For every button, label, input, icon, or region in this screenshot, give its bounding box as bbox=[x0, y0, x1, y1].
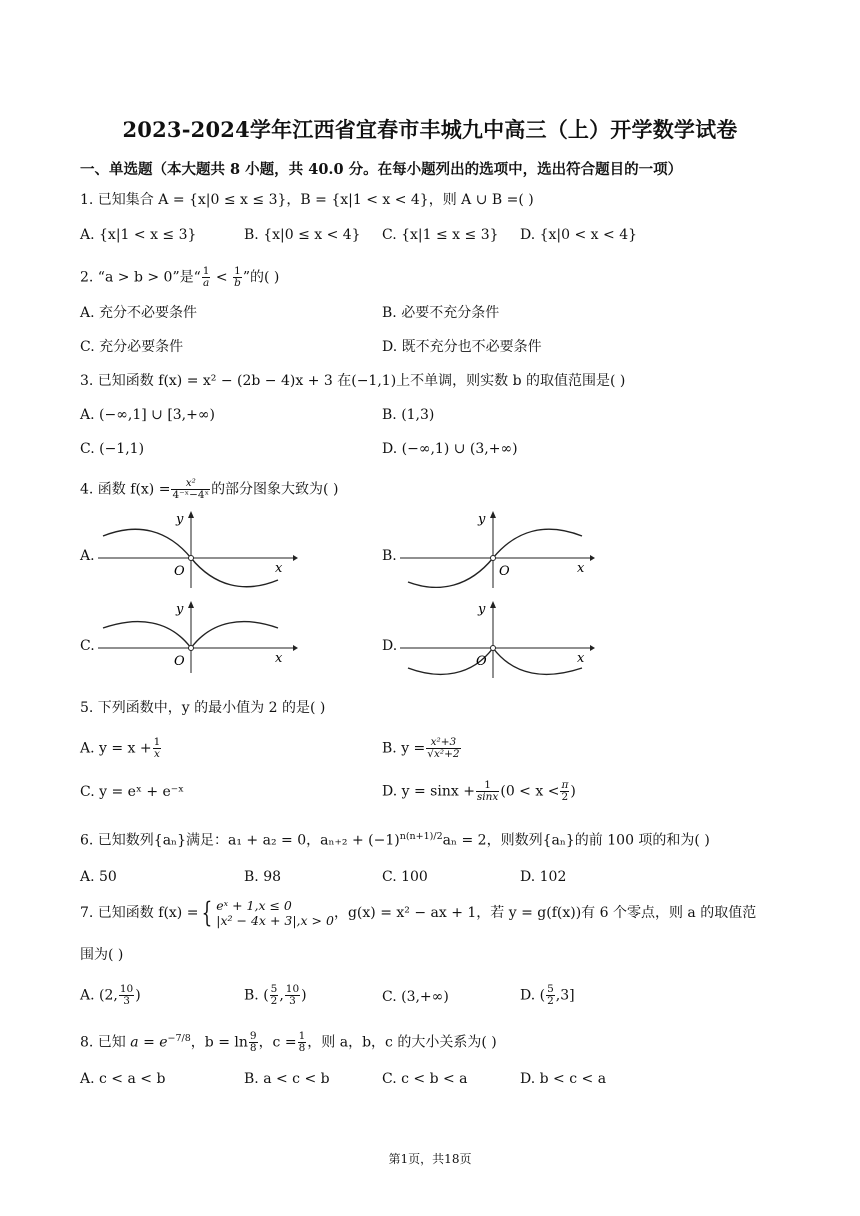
q5-b-num: x²+3 bbox=[426, 737, 460, 749]
q5-d-den-2: 2 bbox=[561, 791, 569, 803]
question-7-option-d bbox=[520, 984, 575, 1007]
question-4-stem bbox=[80, 478, 338, 501]
q5-d-num: 1 bbox=[476, 780, 499, 792]
question-5-option-c: C. y = eˣ + e⁻ˣ bbox=[80, 784, 185, 800]
question-3-option-d: D. (−∞,1) ∪ (3,+∞) bbox=[382, 441, 518, 457]
q8-a-part: a = e bbox=[130, 1034, 168, 1051]
question-6-option-a: A. 50 bbox=[80, 869, 117, 885]
q6-mid2: aₙ = 2，则数列{aₙ}的前 100 项的和为( ) bbox=[442, 832, 710, 849]
graph-option-a bbox=[98, 508, 298, 588]
question-1-stem: 1. 已知集合 A = {x|0 ≤ x ≤ 3}，B = {x|1 < x < 4}，则 A ∪ B =( ) bbox=[80, 192, 534, 208]
q8-post: ，则 a，b，c 的大小关系为( ) bbox=[307, 1034, 497, 1051]
section-heading: 一、单选题（本大题共 8 小题，共 40.0 分。在每小题列出的选项中，选出符合题目的一项） bbox=[80, 161, 683, 178]
graph-c-y-label: y bbox=[176, 602, 184, 617]
q6-mid: aₙ₊₂ + (−1) bbox=[320, 832, 400, 849]
page-footer: 第1页，共18页 bbox=[388, 1152, 472, 1166]
question-2-option-d: D. 既不充分也不必要条件 bbox=[382, 339, 542, 355]
question-5-option-b bbox=[382, 737, 462, 760]
q5-d-num-2: π bbox=[561, 779, 569, 791]
q8-b-num: 9 bbox=[249, 1030, 257, 1043]
question-5-option-d bbox=[382, 780, 576, 803]
q7-case-2: |x² − 4x + 3|,x > 0 bbox=[216, 913, 334, 928]
q8-a-exponent: −7/8 bbox=[167, 1033, 191, 1044]
q5-d-den: sinx bbox=[476, 791, 499, 803]
question-2-option-a: A. 充分不必要条件 bbox=[80, 305, 198, 321]
graph-a-y-label: y bbox=[176, 512, 184, 527]
q7-a-pre: A. (2, bbox=[80, 987, 118, 1004]
q2-frac-1-den: a bbox=[202, 277, 210, 289]
q7-cases bbox=[216, 898, 334, 928]
q7-b-pre: B. ( bbox=[244, 987, 269, 1004]
question-1-option-d: D. {x|0 < x < 4} bbox=[520, 227, 638, 243]
q5-d-frac bbox=[476, 780, 499, 803]
graph-d-x-label: x bbox=[577, 651, 585, 666]
q4-frac-num: x² bbox=[171, 478, 210, 490]
question-3-option-c: C. (−1,1) bbox=[80, 441, 145, 457]
question-4-option-c: C. bbox=[80, 638, 95, 654]
q2-frac-2-num: 1 bbox=[234, 265, 241, 277]
q2-post: ”的( ) bbox=[242, 269, 280, 286]
q7-b-frac bbox=[270, 984, 279, 1007]
graph-c-x-label: x bbox=[275, 651, 283, 666]
graph-b-x-label: x bbox=[577, 561, 585, 576]
q7-a-post: ) bbox=[135, 987, 141, 1004]
q7-b-post: ) bbox=[301, 987, 307, 1004]
q5-d-frac-2 bbox=[560, 780, 569, 803]
q4-frac bbox=[171, 478, 210, 501]
graph-a-x-label: x bbox=[275, 561, 283, 576]
q2-frac-1-num: 1 bbox=[202, 265, 210, 277]
q7-d-pre: D. ( bbox=[520, 987, 546, 1004]
question-7-option-c: C. (3,+∞) bbox=[382, 989, 449, 1005]
q7-post: ，g(x) = x² − ax + 1，若 y = g(f(x))有 6 个零点，则 a 的取值范 bbox=[333, 905, 757, 921]
question-8-option-b: B. a < c < b bbox=[244, 1071, 330, 1087]
graph-a-origin-label: O bbox=[174, 564, 185, 579]
question-8-option-d: D. b < c < a bbox=[520, 1071, 607, 1087]
q6-pre: 6. 已知数列{aₙ}满足：a₁ + a₂ = 0， bbox=[80, 832, 321, 849]
question-6-option-d: D. 102 bbox=[520, 869, 567, 885]
q7-d-post: ,3] bbox=[555, 987, 575, 1004]
q8-c-num: 1 bbox=[298, 1030, 306, 1043]
q8-b-frac bbox=[249, 1031, 258, 1054]
question-3-option-b: B. (1,3) bbox=[382, 407, 435, 423]
question-3-option-a: A. (−∞,1] ∪ [3,+∞) bbox=[80, 407, 215, 423]
question-1-option-b: B. {x|0 ≤ x < 4} bbox=[244, 227, 361, 243]
question-8-option-a: A. c < a < b bbox=[80, 1071, 166, 1087]
question-4-option-b: B. bbox=[382, 548, 397, 564]
graph-b-origin-label: O bbox=[499, 564, 510, 579]
q7-a-num: 10 bbox=[119, 983, 134, 995]
question-6-stem bbox=[80, 828, 710, 850]
q2-frac-2 bbox=[233, 266, 242, 289]
q4-pre: 4. 函数 f(x) = bbox=[80, 481, 171, 498]
q4-post: 的部分图象大致为( ) bbox=[211, 481, 339, 498]
graph-option-d bbox=[400, 598, 595, 678]
question-3-stem: 3. 已知函数 f(x) = x² − (2b − 4)x + 3 在(−1,1)上不单调，则实数 b 的取值范围是( ) bbox=[80, 373, 626, 389]
q5-b-frac bbox=[426, 737, 460, 760]
question-6-option-b: B. 98 bbox=[244, 869, 282, 885]
q2-frac-2-den: b bbox=[234, 277, 241, 289]
q2-pre: 2. “a > b > 0”是“ bbox=[80, 269, 201, 286]
q5-d-pre: D. y = sinx + bbox=[382, 783, 475, 800]
q7-d-frac bbox=[546, 984, 555, 1007]
q5-b-pre: B. y = bbox=[382, 740, 426, 757]
q2-lt: < bbox=[211, 269, 233, 286]
q7-b-num-2: 10 bbox=[285, 983, 300, 995]
q7-a-den: 3 bbox=[123, 995, 130, 1007]
q8-c-frac bbox=[298, 1031, 307, 1054]
question-7-option-a bbox=[80, 984, 141, 1007]
question-7-stem bbox=[80, 898, 756, 928]
question-1-option-a: A. {x|1 < x ≤ 3} bbox=[80, 227, 197, 243]
question-1-option-c: C. {x|1 ≤ x ≤ 3} bbox=[382, 227, 499, 243]
graph-option-b bbox=[400, 508, 595, 588]
q5-a-den: x bbox=[154, 748, 160, 760]
graph-d-origin-label: O bbox=[476, 654, 487, 669]
q8-b-pre: ，b = ln bbox=[190, 1034, 248, 1051]
q2-frac-1 bbox=[202, 266, 211, 289]
question-6-option-c: C. 100 bbox=[382, 869, 428, 885]
q7-d-den: 2 bbox=[547, 995, 554, 1007]
question-7-option-b bbox=[244, 984, 307, 1007]
graph-c-origin-label: O bbox=[174, 654, 185, 669]
q5-d-post: ) bbox=[570, 783, 576, 800]
graph-b-y-label: y bbox=[478, 512, 486, 527]
q7-b-den: 2 bbox=[270, 995, 278, 1007]
q7-d-num: 5 bbox=[547, 983, 554, 995]
question-7-stem-continued: 围为( ) bbox=[80, 947, 124, 963]
q4-frac-den: 4⁻ˣ−4ˣ bbox=[172, 489, 210, 501]
q8-c-den: 8 bbox=[298, 1042, 306, 1055]
q7-b-num: 5 bbox=[270, 983, 278, 995]
question-2-option-c: C. 充分必要条件 bbox=[80, 339, 184, 355]
question-5-option-a bbox=[80, 737, 162, 760]
q7-a-frac bbox=[119, 984, 134, 1007]
question-8-option-c: C. c < b < a bbox=[382, 1071, 468, 1087]
q7-pre: 7. 已知函数 f(x) = bbox=[80, 905, 199, 921]
q8-pre: 8. 已知 bbox=[80, 1034, 126, 1051]
question-2-stem bbox=[80, 266, 279, 289]
q5-a-pre: A. y = x + bbox=[80, 740, 152, 757]
question-4-option-a: A. bbox=[80, 548, 95, 564]
q8-b-den: 8 bbox=[249, 1042, 257, 1055]
q5-d-mid: (0 < x < bbox=[500, 783, 560, 800]
question-8-stem bbox=[80, 1030, 497, 1054]
q6-exponent: n(n+1)/2 bbox=[399, 831, 443, 842]
q5-a-frac bbox=[153, 737, 162, 760]
page-title: 2023-2024学年江西省宜春市丰城九中高三（上）开学数学试卷 bbox=[122, 117, 738, 142]
question-5-stem: 5. 下列函数中，y 的最小值为 2 的是( ) bbox=[80, 700, 326, 716]
question-2-option-b: B. 必要不充分条件 bbox=[382, 305, 500, 321]
question-4-option-d: D. bbox=[382, 638, 398, 654]
graph-option-c bbox=[98, 598, 298, 673]
q7-b-den-2: 3 bbox=[289, 995, 296, 1007]
graph-d-y-label: y bbox=[478, 602, 486, 617]
q7-b-frac-2 bbox=[285, 984, 300, 1007]
q5-b-den: √x²+2 bbox=[427, 748, 460, 760]
q8-c-pre: ，c = bbox=[258, 1034, 297, 1051]
q7-b-mid: , bbox=[279, 987, 284, 1004]
q7-brace: { bbox=[202, 896, 213, 929]
q5-a-num: 1 bbox=[153, 736, 161, 748]
q7-case-1: eˣ + 1,x ≤ 0 bbox=[216, 898, 292, 913]
